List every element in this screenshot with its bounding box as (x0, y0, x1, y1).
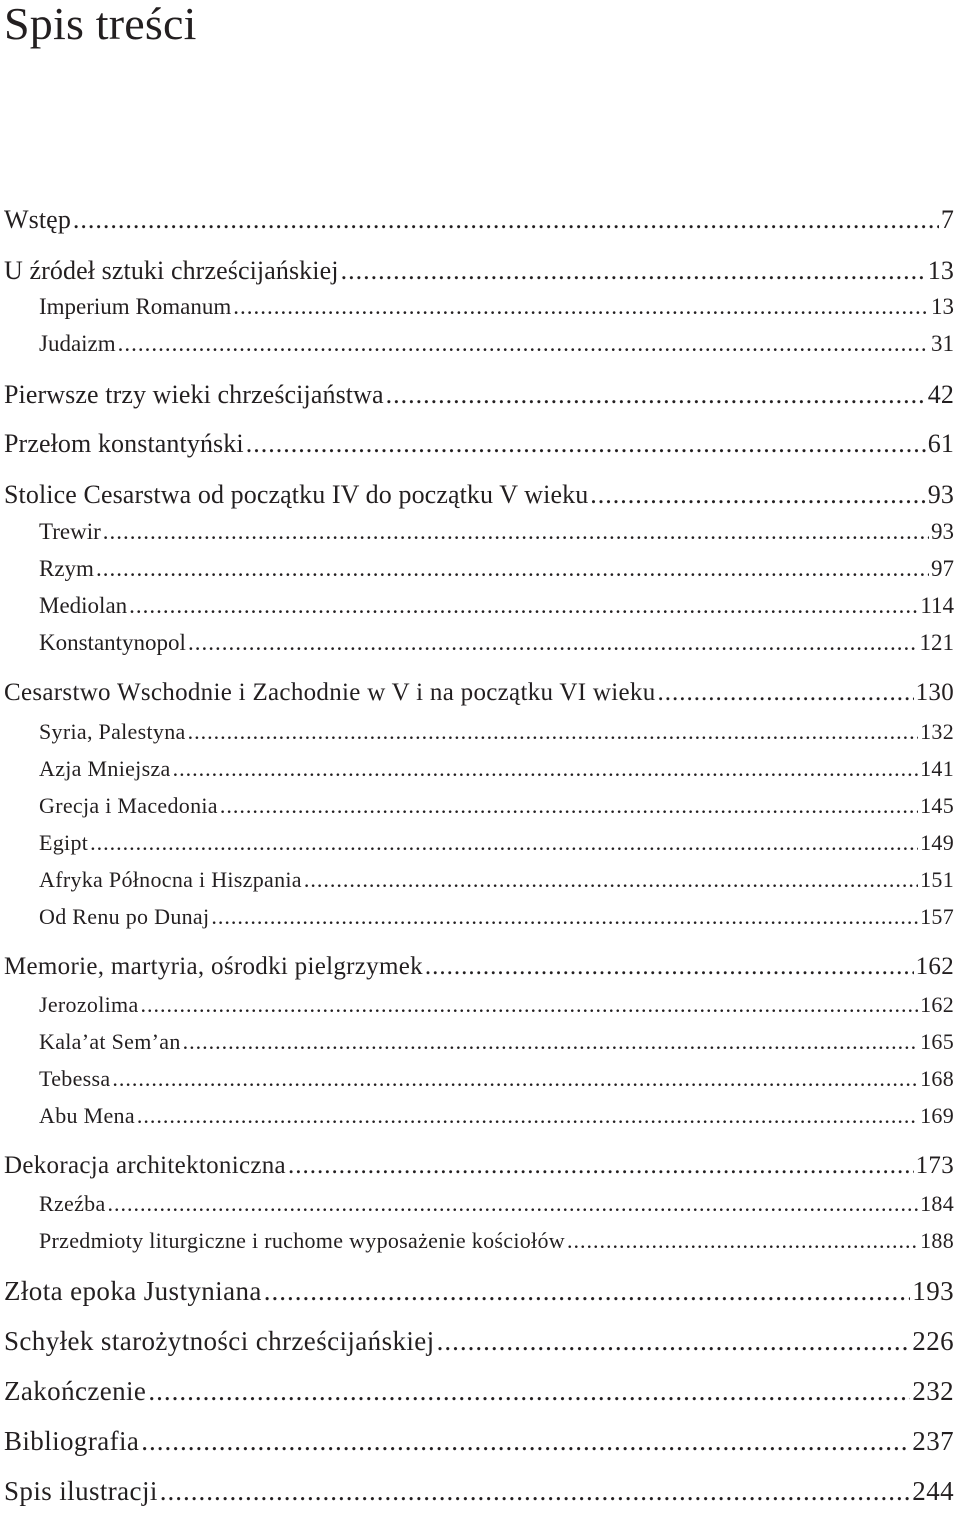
dot-leader (341, 256, 926, 286)
dot-leader (141, 1426, 910, 1457)
toc-entry[interactable] (39, 331, 954, 357)
toc-entry-label: Przedmioty liturgiczne i ruchome wyposażenie kościołów (39, 1228, 565, 1253)
page-title: Spis treści (4, 0, 197, 49)
toc-entry[interactable] (4, 380, 954, 410)
toc-entry-page: 13 (931, 294, 954, 319)
dot-leader (567, 1228, 918, 1254)
toc-entry[interactable] (4, 429, 954, 459)
toc-entry-label: Wstęp (4, 205, 71, 234)
dot-leader (90, 830, 918, 856)
dot-leader (304, 867, 918, 893)
toc-entry-page: 184 (920, 1191, 954, 1216)
toc-entry-label: U źródeł sztuki chrześcijańskiej (4, 256, 339, 285)
toc-entry-label: Bibliografia (4, 1426, 140, 1456)
toc-entry-page: 141 (920, 756, 954, 781)
toc-entry[interactable] (39, 793, 954, 819)
toc-entry[interactable] (39, 593, 954, 619)
dot-leader (112, 1066, 918, 1092)
toc-entry[interactable] (4, 480, 954, 510)
toc-entry-page: 193 (912, 1276, 954, 1306)
toc-entry-label: Od Renu po Dunaj (39, 904, 210, 929)
toc-entry[interactable] (39, 1228, 954, 1254)
toc-entry[interactable] (4, 1276, 954, 1307)
toc-entry-page: 7 (940, 205, 954, 234)
toc-entry[interactable] (4, 256, 954, 286)
toc-entry-label: Przełom konstantyński (4, 429, 244, 458)
dot-leader (73, 205, 939, 235)
toc-entry-page: 151 (920, 867, 954, 892)
toc-entry-page: 114 (920, 593, 954, 618)
toc-entry-label: Złota epoka Justyniana (4, 1276, 262, 1306)
dot-leader (108, 1191, 919, 1217)
toc-entry-page: 132 (920, 719, 954, 744)
toc-entry[interactable] (4, 1152, 954, 1180)
toc-entry-page: 121 (919, 630, 954, 655)
toc-entry-label: Syria, Palestyna (39, 719, 186, 744)
toc-entry-page: 162 (920, 992, 954, 1017)
dot-leader (183, 1029, 918, 1055)
toc-entry-page: 149 (920, 830, 954, 855)
toc-entry[interactable] (39, 630, 954, 656)
toc-entry[interactable] (39, 519, 954, 545)
toc-entry[interactable] (39, 1029, 954, 1055)
toc-entry-label: Grecja i Macedonia (39, 793, 218, 818)
dot-leader (148, 1376, 910, 1407)
dot-leader (137, 1103, 918, 1129)
dot-leader (96, 556, 929, 582)
toc-entry-page: 188 (920, 1228, 954, 1253)
dot-leader (188, 719, 919, 745)
toc-entry-page: 232 (912, 1376, 954, 1406)
dot-leader (173, 756, 919, 782)
toc-entry-page: 130 (915, 679, 954, 706)
toc-entry-label: Kala’at Sem’an (39, 1029, 181, 1054)
toc-entry[interactable] (4, 205, 954, 235)
toc-entry-label: Tebessa (39, 1066, 111, 1091)
toc-entry[interactable] (4, 679, 954, 707)
toc-entry-label: Abu Mena (39, 1103, 135, 1128)
toc-entry-label: Egipt (39, 830, 89, 855)
toc-entry-label: Schyłek starożytności chrześcijańskiej (4, 1326, 435, 1356)
toc-entry[interactable] (39, 719, 954, 745)
dot-leader (386, 380, 926, 410)
dot-leader (103, 519, 929, 545)
dot-leader (590, 480, 926, 510)
toc-entry[interactable] (4, 953, 954, 981)
toc-entry-page: 13 (927, 256, 954, 285)
toc-entry[interactable] (4, 1426, 954, 1457)
toc-entry[interactable] (4, 1326, 954, 1357)
toc-entry-page: 244 (912, 1476, 954, 1506)
toc-entry-page: 97 (931, 556, 954, 581)
toc-entry[interactable] (39, 830, 954, 856)
toc-entry-page: 93 (931, 519, 954, 544)
dot-leader (129, 593, 918, 619)
dot-leader (437, 1326, 911, 1357)
toc-entry-page: 93 (927, 480, 954, 509)
toc-entry-label: Cesarstwo Wschodnie i Zachodnie w V i na początku VI wieku (4, 679, 656, 706)
dot-leader (188, 630, 918, 656)
toc-entry-page: 168 (920, 1066, 954, 1091)
toc-entry-label: Konstantynopol (39, 630, 186, 655)
toc-entry-page: 157 (920, 904, 954, 929)
toc-entry[interactable] (39, 294, 954, 320)
toc-entry-page: 169 (920, 1103, 954, 1128)
toc-entry-label: Rzeźba (39, 1191, 106, 1216)
toc-entry-label: Jerozolima (39, 992, 139, 1017)
dot-leader (658, 679, 914, 707)
toc-entry[interactable] (39, 556, 954, 582)
toc-entry-label: Imperium Romanum (39, 294, 232, 319)
toc-entry[interactable] (4, 1376, 954, 1407)
dot-leader (425, 953, 914, 981)
toc-entry-label: Mediolan (39, 593, 128, 618)
toc-entry[interactable] (39, 867, 954, 893)
toc-entry-label: Judaizm (39, 331, 116, 356)
toc-entry[interactable] (39, 992, 954, 1018)
dot-leader (220, 793, 918, 819)
toc-entry-page: 173 (915, 1152, 954, 1179)
toc-entry-label: Afryka Północna i Hiszpania (39, 867, 302, 892)
toc-entry-label: Dekoracja architektoniczna (4, 1152, 286, 1179)
toc-entry[interactable] (39, 1066, 954, 1092)
toc-entry-label: Memorie, martyria, ośrodki pielgrzymek (4, 953, 423, 980)
dot-leader (160, 1476, 911, 1507)
dot-leader (246, 429, 926, 459)
toc-entry-label: Stolice Cesarstwa od początku IV do początku V wieku (4, 480, 589, 509)
dot-leader (118, 331, 929, 357)
toc-entry[interactable] (39, 1103, 954, 1129)
toc-entry-page: 165 (920, 1029, 954, 1054)
toc-entry-page: 237 (912, 1426, 954, 1456)
toc-entry[interactable] (39, 904, 954, 930)
toc-entry-page: 31 (931, 331, 954, 356)
toc-entry[interactable] (39, 756, 954, 782)
toc-entry-page: 162 (915, 953, 954, 980)
toc-entry-page: 42 (927, 380, 954, 409)
toc-entry-page: 145 (920, 793, 954, 818)
toc-entry-label: Pierwsze trzy wieki chrześcijaństwa (4, 380, 384, 409)
dot-leader (211, 904, 918, 930)
toc-entry-page: 226 (912, 1326, 954, 1356)
dot-leader (264, 1276, 911, 1307)
toc-entry-label: Rzym (39, 556, 94, 581)
toc-entry-page: 61 (927, 429, 954, 458)
toc-entry[interactable] (4, 1476, 954, 1507)
dot-leader (141, 992, 919, 1018)
toc-entry-label: Spis ilustracji (4, 1476, 158, 1506)
toc-entry-label: Trewir (39, 519, 101, 544)
dot-leader (233, 294, 929, 320)
toc-entry-label: Zakończenie (4, 1376, 147, 1406)
toc-entry[interactable] (39, 1191, 954, 1217)
toc-entry-label: Azja Mniejsza (39, 756, 171, 781)
dot-leader (288, 1152, 914, 1180)
